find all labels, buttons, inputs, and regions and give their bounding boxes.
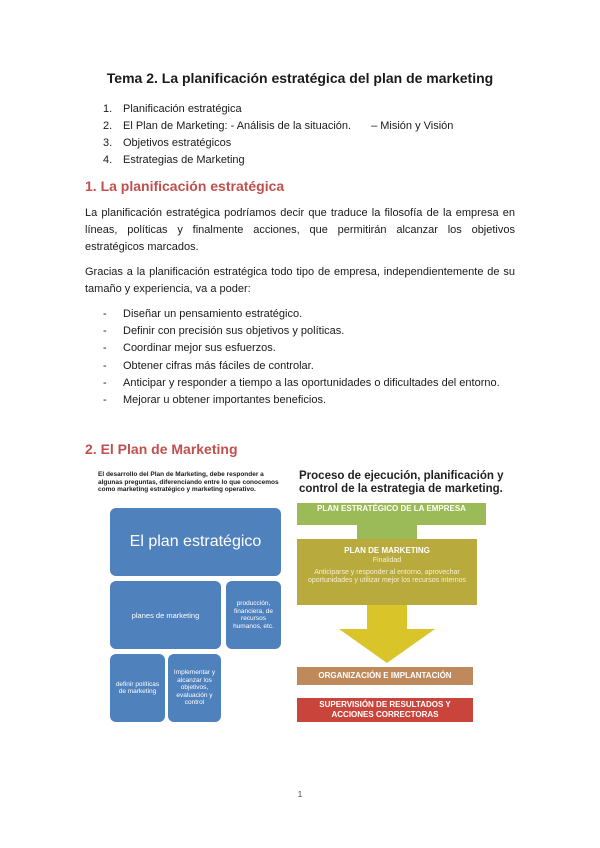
produccion-box: producción, financiera, de recursos humanos, etc.	[226, 581, 281, 649]
supervision-box: SUPERVISIÓN DE RESULTADOS Y ACCIONES CORRECTORAS	[297, 698, 473, 722]
organizacion-box: ORGANIZACIÓN E IMPLANTACIÓN	[297, 667, 473, 685]
paragraph-benefits-intro: Gracias a la planificación estratégica todo tipo de empresa, independientemente de su tamaño y experiencia, va a poder:	[85, 266, 515, 295]
section-heading-planificacion: 1. La planificación estratégica	[85, 178, 285, 194]
plan-marketing-box: PLAN DE MARKETING Finalidad Anticiparse y responder al entorno, aprovechar oportunidades y utilizar mejor los recursos internos	[297, 539, 477, 605]
list-item: - Definir con precisión sus objetivos y políticas.	[103, 325, 345, 338]
toc-item: 2. El Plan de Marketing: - Análisis de la situación. – Misión y Visión	[103, 120, 454, 132]
table-of-contents	[103, 101, 453, 169]
plan-estrategico-empresa-box: PLAN ESTRATÉGICO DE LA EMPRESA	[297, 503, 486, 525]
down-arrow-shape	[339, 605, 435, 663]
list-item: - Obtener cifras más fáciles de controlar.	[103, 359, 314, 372]
implementar-box: Implementar y alcanzar los objetivos, evaluación y control	[168, 654, 221, 722]
diagram-intro-text: El desarrollo del Plan de Marketing, debe responder a algunas preguntas, diferenciando entre lo que conocemos como marketing estratégico y marketing operativo.	[98, 471, 279, 493]
section-heading-plan-marketing: 2. El Plan de Marketing	[85, 441, 238, 457]
toc-item: 3. Objetivos estratégicos	[103, 137, 232, 149]
list-item: - Mejorar u obtener importantes beneficios.	[103, 394, 326, 407]
page-title: Tema 2. La planificación estratégica del plan de marketing	[106, 70, 494, 86]
toc-item: 4. Estrategias de Marketing	[103, 154, 245, 166]
benefits-list	[103, 306, 500, 409]
paragraph-definition: La planificación estratégica podríamos decir que traduce la filosofía de la empresa en líneas, políticas y finalmente acciones, que permitirán alcanzar los objetivos estratégicos marcados.	[85, 207, 515, 253]
list-item: - Anticipar y responder a tiempo a las oportunidades o dificultades del entorno.	[103, 376, 500, 389]
process-diagram-title: Proceso de ejecución, planificación y control de la estrategia de marketing.	[299, 470, 504, 495]
list-item: - Diseñar un pensamiento estratégico.	[103, 308, 303, 320]
toc-item: 1. Planificación estratégica	[103, 103, 242, 115]
planes-marketing-box: planes de marketing	[110, 581, 221, 649]
plan-estrategico-box: El plan estratégico	[110, 508, 281, 576]
definir-politicas-box: definir políticas de marketing	[110, 654, 165, 722]
connector-shape	[357, 525, 417, 539]
page-number: 1	[297, 790, 303, 799]
list-item: - Coordinar mejor sus esfuerzos.	[103, 342, 276, 355]
